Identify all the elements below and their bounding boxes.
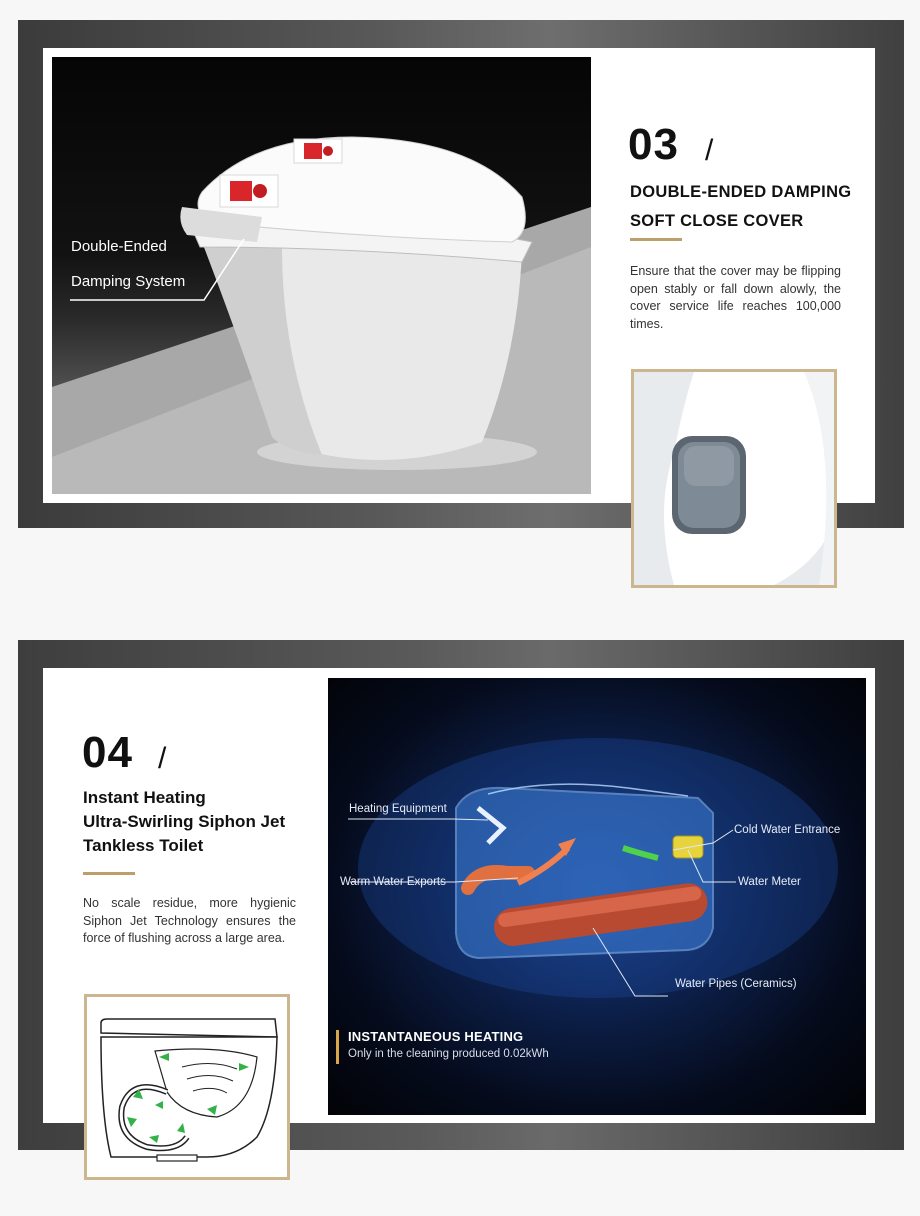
label-cold-water-entrance: Cold Water Entrance bbox=[734, 824, 841, 836]
heating-heading: INSTANTANEOUS HEATING bbox=[348, 1029, 524, 1044]
title-line: Tankless Toilet bbox=[83, 836, 204, 855]
heating-subheading: Only in the cleaning produced 0.02kWh bbox=[348, 1048, 549, 1060]
title-line: Ultra-Swirling Siphon Jet bbox=[83, 812, 286, 831]
section-title bbox=[630, 178, 870, 236]
label-water-meter: Water Meter bbox=[738, 876, 801, 888]
label-warm-water-exports: Warm Water Exports bbox=[340, 876, 446, 888]
section-description: No scale residue, more hygienic Siphon Jet Technology ensures the force of flushing across a large area. bbox=[83, 896, 296, 945]
section-description: Ensure that the cover may be flipping open stably or fall down alowly, the cover service life reaches 100,000 times. bbox=[630, 264, 841, 331]
label-heating-equipment: Heating Equipment bbox=[349, 803, 447, 815]
label-water-pipes: Water Pipes (Ceramics) bbox=[675, 978, 797, 990]
title-line: Instant Heating bbox=[83, 788, 206, 807]
section-title bbox=[83, 786, 323, 858]
damper-detail-photo bbox=[631, 369, 837, 588]
gold-divider bbox=[83, 872, 135, 875]
photo-label-line1: Double-Ended bbox=[71, 238, 167, 255]
section-slash: / bbox=[158, 742, 167, 775]
section-slash: / bbox=[705, 134, 714, 167]
gold-divider bbox=[630, 238, 682, 241]
section-number: 04 bbox=[82, 728, 133, 777]
title-line: SOFT CLOSE COVER bbox=[630, 212, 804, 230]
photo-label-line2: Damping System bbox=[71, 273, 186, 290]
title-line: DOUBLE-ENDED DAMPING bbox=[630, 183, 852, 201]
siphon-flow-diagram bbox=[84, 994, 290, 1180]
section-number: 03 bbox=[628, 120, 679, 169]
